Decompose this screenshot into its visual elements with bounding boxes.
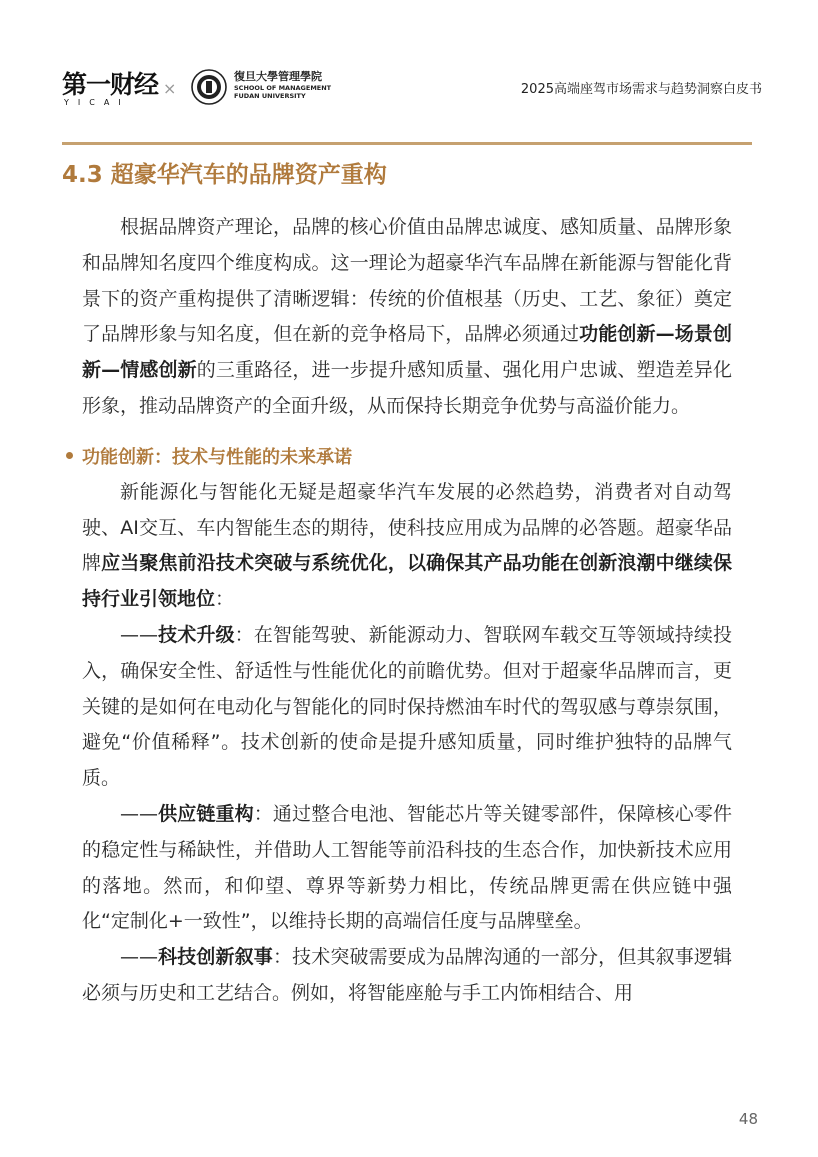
- yicai-logo-en: YICAI: [64, 98, 130, 107]
- list-item: ——科技创新叙事：技术突破需要成为品牌沟通的一部分，但其叙事逻辑必须与历史和工艺结合。例如，将智能座舱与手工内饰相结合、用: [82, 946, 732, 1004]
- bullet-dot-icon: [66, 452, 73, 459]
- yicai-logo: [62, 72, 158, 107]
- list-item: ——技术升级：在智能驾驶、新能源动力、智联网车载交互等领域持续投入，确保安全性、舒适性与性能优化的前瞻优势。但对于超豪华品牌而言，更关键的是如何在电动化与智能化的同时保持燃油车时代的驾驭感与尊崇氛围，避免“价值稀释”。技术创新的使命是提升感知质量，同时维护独特的品牌气质。: [82, 623, 732, 790]
- yicai-logo-cn: 第一财经: [62, 70, 159, 99]
- school-name-en-2: FUDAN UNIVERSITY: [234, 92, 306, 100]
- section-title: 4.3 超豪华汽车的品牌资产重构: [62, 162, 387, 188]
- page-number: 48: [738, 1110, 758, 1128]
- list-item: ——供应链重构：通过整合电池、智能芯片等关键零部件，保障核心零件的稳定性与稀缺性，并借助人工智能等前沿科技的生态合作，加快新技术应用的落地。然而，和仰望、尊界等新势力相比，传统品牌更需在供应链中强化“定制化+一致性”，以维持长期的高端信任度与品牌壁垒。: [82, 802, 732, 933]
- intro-paragraph: 根据品牌资产理论，品牌的核心价值由品牌忠诚度、感知质量、品牌形象和品牌知名度四个维度构成。这一理论为超豪华汽车品牌在新能源与智能化背景下的资产重构提供了清晰逻辑：传统的价值根基（历史、工艺、象征）奠定了品牌形象与知名度，但在新的竞争格局下，品牌必须通过功能创新—场景创新—情感创新的三重路径，进一步提升感知质量、强化用户忠诚、塑造差异化形象，推动品牌资产的全面升级，从而保持长期竞争优势与高溢价能力。: [82, 216, 732, 417]
- bullet-heading: 功能创新：技术与性能的未来承诺: [66, 441, 716, 475]
- logo-separator: ×: [163, 79, 177, 98]
- fudan-seal-icon: [190, 68, 228, 106]
- body-text: [82, 210, 732, 1012]
- school-name-cn: 復旦大學管理學院: [234, 70, 322, 83]
- fudan-logo: [190, 68, 390, 112]
- document-title: 2025高端座驾市场需求与趋势洞察白皮书: [520, 82, 762, 97]
- header-divider: [62, 142, 752, 145]
- school-name-en-1: SCHOOL OF MANAGEMENT: [234, 84, 332, 92]
- func-paragraph: 新能源化与智能化无疑是超豪华汽车发展的必然趋势，消费者对自动驾驶、AI交互、车内智能生态的期待，使科技应用成为品牌的必答题。超豪华品牌应当聚焦前沿技术突破与系统优化，以确保其产品功能在创新浪潮中继续保持行业引领地位：: [82, 480, 732, 611]
